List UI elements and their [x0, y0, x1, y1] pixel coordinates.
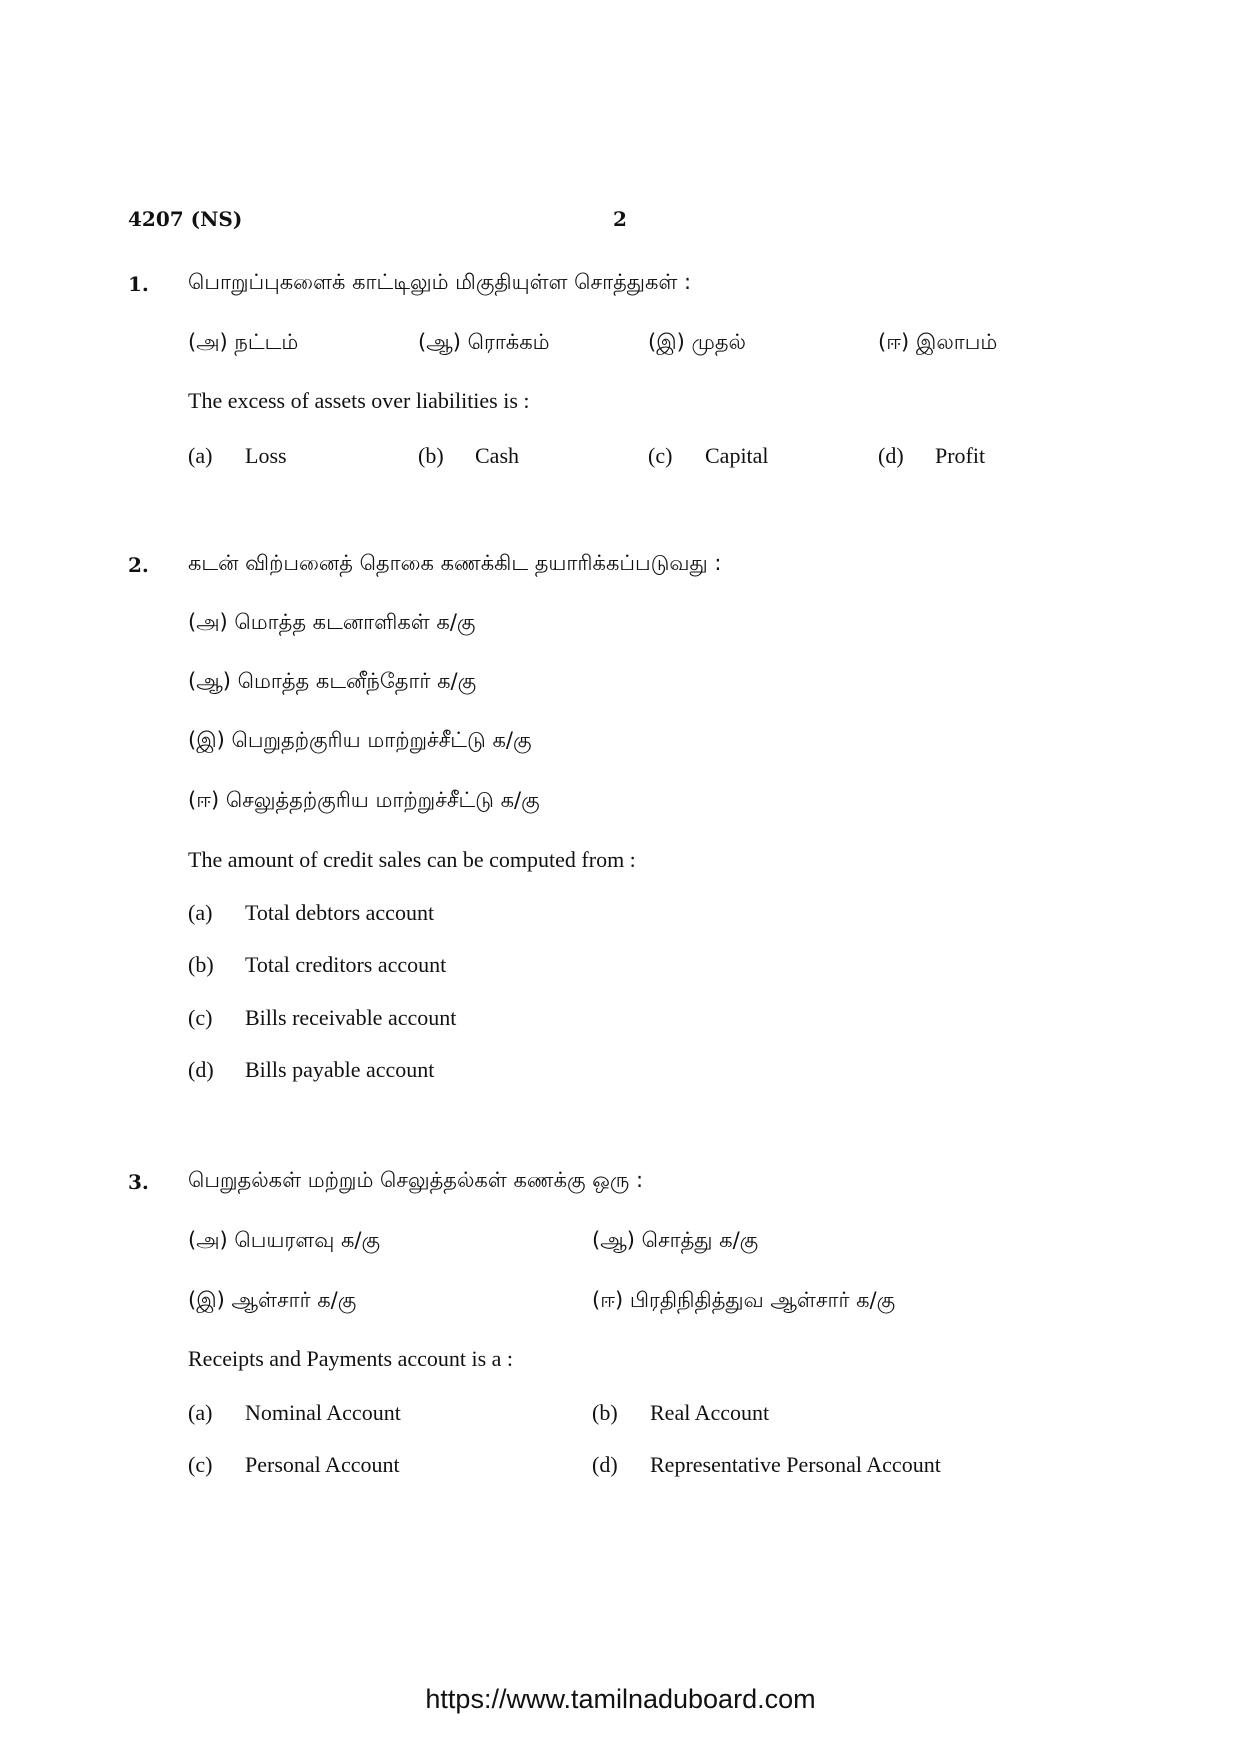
option-tamil-c — [188, 1288, 356, 1315]
question-number: 3. — [128, 1170, 149, 1194]
option-tamil-d — [878, 330, 997, 357]
option-label-a: (a) — [188, 443, 213, 468]
option-text: மொத்த கடனீந்தோர் க/கு — [237, 669, 477, 693]
question-stem-tamil: கடன் விற்பனைத் தொகை கணக்கிட தயாரிக்கப்படுவது : — [188, 551, 722, 575]
option-text-a: Total debtors account — [245, 900, 435, 925]
option-text-c: Personal Account — [245, 1452, 400, 1477]
question-number: 2. — [128, 553, 149, 577]
option-label: (ஈ) — [878, 330, 910, 354]
question-stem-english: The excess of assets over liabilities is : — [188, 388, 530, 413]
option-label: (ஆ) — [188, 669, 231, 693]
option-label: (ஆ) — [418, 330, 461, 354]
option-label-b: (b) — [418, 443, 444, 468]
option-label-d: (d) — [878, 443, 904, 468]
option-text-d: Representative Personal Account — [650, 1452, 941, 1477]
option-label-d: (d) — [592, 1452, 618, 1477]
option-text: பிரதிநிதித்துவ ஆள்சார் க/கு — [629, 1288, 896, 1312]
option-tamil-b — [188, 669, 476, 696]
option-text: சொத்து க/கு — [641, 1228, 759, 1252]
question-number: 1. — [128, 272, 149, 296]
option-label: (ஈ) — [592, 1288, 624, 1312]
footer-url[interactable]: https://www.tamilnaduboard.com — [425, 1684, 816, 1714]
option-text-c: Bills receivable account — [245, 1005, 457, 1030]
option-text: முதல் — [691, 330, 746, 354]
option-label: (அ) — [188, 1228, 228, 1252]
option-text: செலுத்தற்குரிய மாற்றுச்சீட்டு க/கு — [225, 788, 540, 812]
option-text: ரொக்கம் — [467, 330, 550, 354]
option-text: நட்டம் — [234, 330, 299, 354]
option-label-c: (c) — [188, 1452, 213, 1477]
page-number: 2 — [613, 207, 627, 231]
option-tamil-d — [592, 1288, 895, 1315]
option-text-b: Total creditors account — [245, 952, 447, 977]
option-tamil-d — [188, 788, 540, 815]
option-tamil-a — [188, 610, 475, 637]
option-label: (அ) — [188, 610, 228, 634]
option-tamil-c — [188, 728, 532, 755]
paper-code: 4207 (NS) — [128, 207, 243, 231]
option-text: பெறுதற்குரிய மாற்றுச்சீட்டு க/கு — [231, 728, 532, 752]
question-stem-english: Receipts and Payments account is a : — [188, 1346, 514, 1371]
question-stem-english: The amount of credit sales can be computed from : — [188, 847, 636, 872]
option-label: (இ) — [188, 1288, 225, 1312]
option-text: மொத்த கடனாளிகள் க/கு — [234, 610, 476, 634]
option-text: பெயரளவு க/கு — [234, 1228, 381, 1252]
option-text-b: Cash — [475, 443, 519, 468]
option-text-b: Real Account — [650, 1400, 770, 1425]
option-text-a: Nominal Account — [245, 1400, 401, 1425]
option-label-b: (b) — [188, 952, 214, 977]
option-tamil-a — [188, 1228, 380, 1255]
option-text: ஆள்சார் க/கு — [231, 1288, 357, 1312]
option-label-c: (c) — [648, 443, 673, 468]
option-text-d: Bills payable account — [245, 1057, 435, 1082]
question-stem-tamil: பொறுப்புகளைக் காட்டிலும் மிகுதியுள்ள சொத்துகள் : — [188, 270, 692, 294]
option-label-c: (c) — [188, 1005, 213, 1030]
option-text-a: Loss — [245, 443, 287, 468]
option-label-b: (b) — [592, 1400, 618, 1425]
option-tamil-b — [418, 330, 550, 357]
option-text: இலாபம் — [915, 330, 998, 354]
option-label: (இ) — [188, 728, 225, 752]
option-label-a: (a) — [188, 1400, 213, 1425]
option-text-c: Capital — [705, 443, 769, 468]
option-text-d: Profit — [935, 443, 986, 468]
option-tamil-c — [648, 330, 746, 357]
option-label: (ஆ) — [592, 1228, 635, 1252]
option-label: (இ) — [648, 330, 685, 354]
option-label: (ஈ) — [188, 788, 220, 812]
question-stem-tamil: பெறுதல்கள் மற்றும் செலுத்தல்கள் கணக்கு ஒரு : — [188, 1168, 644, 1192]
option-label-a: (a) — [188, 900, 213, 925]
option-tamil-b — [592, 1228, 758, 1255]
option-tamil-a — [188, 330, 298, 357]
option-label: (அ) — [188, 330, 228, 354]
option-label-d: (d) — [188, 1057, 214, 1082]
